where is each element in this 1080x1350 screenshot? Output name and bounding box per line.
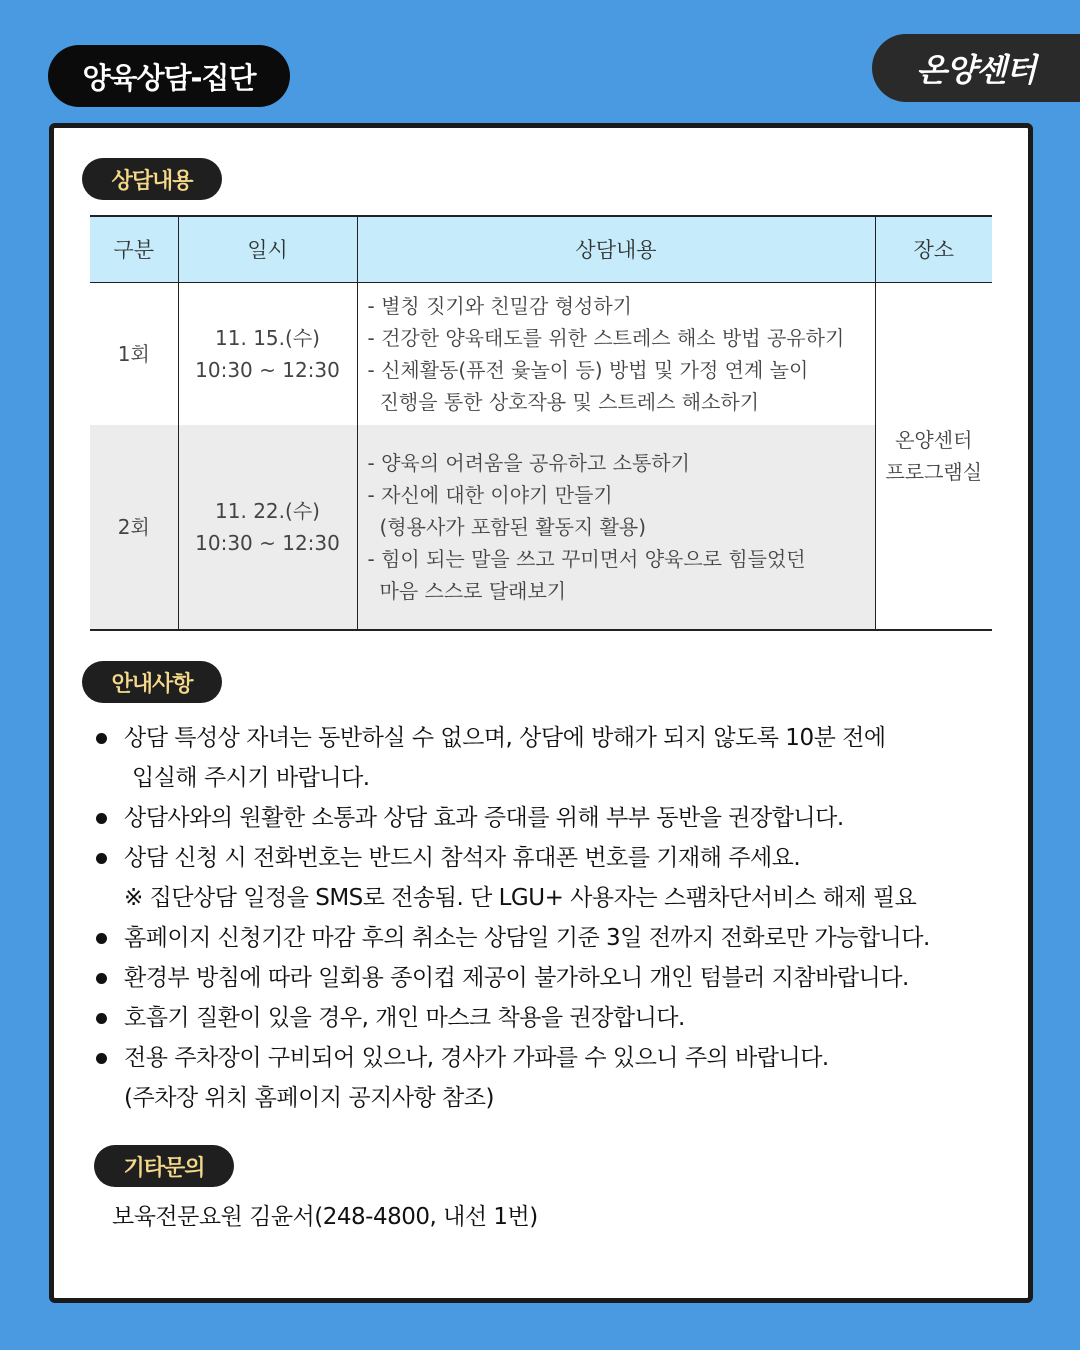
list-item <box>92 798 1012 838</box>
place-room: 프로그램실 <box>885 459 983 484</box>
header-datetime: 일시 <box>178 216 357 282</box>
notice-text: 상담 신청 시 전화번호는 반드시 참석자 휴대폰 번호를 기재해 주세요. <box>124 845 801 871</box>
bullet-icon <box>96 973 107 984</box>
notice-text: 전용 주차장이 구비되어 있으나, 경사가 가파를 수 있으니 주의 바랍니다. <box>124 1045 829 1071</box>
table-row <box>90 425 992 630</box>
time-text: 10:30 ~ 12:30 <box>195 357 340 382</box>
notice-text: (주차장 위치 홈페이지 공지사항 참조) <box>124 1085 494 1111</box>
section-title-content: 상담내용 <box>82 158 222 200</box>
content-line: - 힘이 되는 말을 쓰고 꾸미면서 양육으로 힘들었던 <box>367 547 806 571</box>
header-session: 구분 <box>90 216 178 282</box>
table-row <box>90 282 992 425</box>
contact-info: 보육전문요원 김윤서(248-4800, 내선 1번) <box>112 1204 538 1230</box>
section-title-inquiry: 기타문의 <box>94 1145 234 1187</box>
date-text: 11. 22.(수) <box>215 499 320 523</box>
list-item <box>92 718 1012 798</box>
content-line: 마음 스스로 달래보기 <box>379 579 567 603</box>
info-card <box>49 123 1033 1303</box>
center-badge: 온양센터 <box>872 34 1080 102</box>
datetime-cell <box>178 282 357 425</box>
page-title: 양육상담-집단 <box>48 45 290 107</box>
notice-text: 상담 특성상 자녀는 동반하실 수 없으며, 상담에 방해가 되지 않도록 10분 전에 <box>124 725 886 751</box>
content-cell <box>357 282 875 425</box>
header-content: 상담내용 <box>357 216 875 282</box>
notice-text: 호흡기 질환이 있을 경우, 개인 마스크 착용을 권장합니다. <box>124 1005 685 1031</box>
bullet-icon <box>96 733 107 744</box>
bullet-icon <box>96 1053 107 1064</box>
content-line: 진행을 통한 상호작용 및 스트레스 해소하기 <box>379 389 760 414</box>
content-line: (형용사가 포함된 활동지 활용) <box>379 515 647 539</box>
content-line: - 신체활동(퓨전 윷놀이 등) 방법 및 가정 연계 놀이 <box>367 357 809 382</box>
notice-text: 환경부 방침에 따라 일회용 종이컵 제공이 불가하오니 개인 텀블러 지참바랍니다. <box>124 965 909 991</box>
place-cell <box>875 282 992 630</box>
list-item <box>92 918 1012 958</box>
list-item <box>92 998 1012 1038</box>
date-text: 11. 15.(수) <box>215 325 320 350</box>
bullet-icon <box>96 813 107 824</box>
notice-text: 상담사와의 원활한 소통과 상담 효과 증대를 위해 부부 동반을 권장합니다. <box>124 805 844 831</box>
session-cell: 2회 <box>90 425 178 630</box>
content-cell <box>357 425 875 630</box>
table-header-row <box>90 216 992 282</box>
bullet-icon <box>96 853 107 864</box>
list-item <box>92 838 1012 918</box>
datetime-cell <box>178 425 357 630</box>
notice-text: 입실해 주시기 바랍니다. <box>132 765 370 791</box>
schedule-table <box>90 215 992 631</box>
list-item <box>92 1038 1012 1118</box>
header-place: 장소 <box>875 216 992 282</box>
bullet-icon <box>96 933 107 944</box>
content-line: - 자신에 대한 이야기 만들기 <box>367 483 613 507</box>
content-line: - 별칭 짓기와 친밀감 형성하기 <box>367 293 632 318</box>
notice-text: 홈페이지 신청기간 마감 후의 취소는 상담일 기준 3일 전까지 전화로만 가능합니다. <box>124 925 930 951</box>
place-name: 온양센터 <box>895 427 973 452</box>
list-item <box>92 958 1012 998</box>
session-cell: 1회 <box>117 341 150 366</box>
content-line: - 양육의 어려움을 공유하고 소통하기 <box>367 451 690 475</box>
section-title-notice: 안내사항 <box>82 661 222 703</box>
content-line: - 건강한 양육태도를 위한 스트레스 해소 방법 공유하기 <box>367 325 845 350</box>
notice-note: ※ 집단상담 일정을 SMS로 전송됨. 단 LGU+ 사용자는 스팸차단서비스 해제 필요 <box>124 885 917 911</box>
time-text: 10:30 ~ 12:30 <box>195 531 340 555</box>
notice-list <box>92 718 1012 1118</box>
bullet-icon <box>96 1013 107 1024</box>
